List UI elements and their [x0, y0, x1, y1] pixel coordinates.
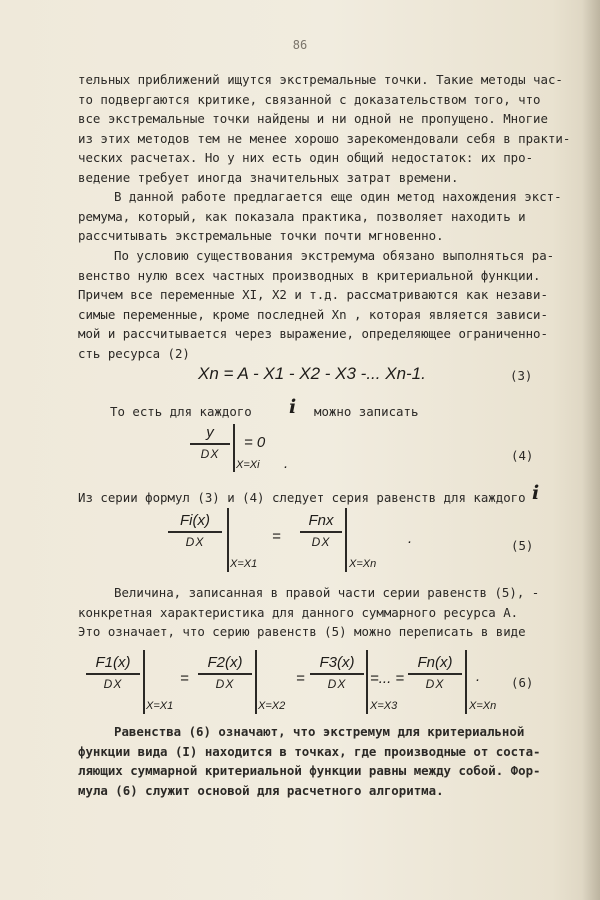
equation-number-4: (4)	[511, 448, 534, 463]
text-line: рассчитывать экстремальные точки почти мгновенно.	[78, 228, 444, 244]
eq6-subscript: X=X3	[370, 700, 398, 712]
eq6-subscript: X=X1	[146, 700, 174, 712]
eq6-denominator: DX	[103, 676, 123, 691]
paragraph-4-tail	[314, 402, 514, 422]
eq5-right-evaluation-bar	[345, 508, 347, 572]
text-line: из этих методов тем не менее хорошо зарекомендовали себя в практи-	[78, 130, 571, 146]
text-line: сть ресурса (2)	[78, 345, 190, 361]
fraction-bar	[198, 673, 252, 675]
eq5-period: .	[408, 530, 413, 547]
eq5-right-fraction	[300, 512, 342, 550]
text-line: функции вида (I) находится в точках, где производные от соста-	[78, 743, 541, 759]
eq5-right-subscript: X=Xn	[349, 558, 377, 570]
fraction-bar	[310, 673, 364, 675]
text-line: ремума, который, как показала практика, позволяет находить и	[78, 208, 526, 224]
eq6-numerator: F3(x)	[319, 654, 355, 671]
eq6-subscript: X=X2	[258, 700, 286, 712]
text-line: В данной работе предлагается еще один метод нахождения экст-	[114, 189, 562, 204]
text-line: венство нулю всех частных производных в критериальной функции.	[78, 267, 541, 283]
eq6-operator: =	[296, 670, 305, 687]
eq4-subscript: X=Xi	[236, 459, 260, 471]
text-line: симые переменные, кроме последней Xn , которая является зависи-	[78, 306, 548, 322]
text-line: мой и рассчитывается через выражение, определяющее ограниченно-	[78, 326, 548, 342]
text-line: Равенства (6) означают, что экстремум для критериальной	[114, 724, 525, 739]
fraction-bar	[300, 531, 342, 533]
paragraph-6	[78, 583, 558, 642]
eq5-left-denominator: DX	[185, 534, 205, 549]
eq6-numerator: F2(x)	[207, 654, 243, 671]
text-run: То есть для каждого	[110, 404, 252, 419]
eq4-numerator: y	[206, 424, 214, 441]
eq6-fraction-1	[86, 654, 140, 692]
text-line: ляющих суммарной критериальной функции равны между собой. Фор-	[78, 763, 541, 779]
eq6-denominator: DX	[425, 676, 445, 691]
fraction-bar	[408, 673, 462, 675]
text-line: Причем все переменные XI, X2 и т.д. рассматриваются как незави-	[78, 287, 548, 303]
eq5-right-denominator: DX	[311, 534, 331, 549]
eq5-right-numerator: Fnx	[308, 512, 334, 529]
equation-number-3: (3)	[510, 368, 533, 383]
eq4-fraction	[190, 424, 230, 462]
text-line: тельных приближений ищутся экстремальные точки. Такие методы час-	[78, 72, 563, 87]
eq5-equals: =	[272, 528, 281, 545]
text-line: Это означает, что серию равенств (5) можно переписать в виде	[78, 624, 526, 640]
eq4-evaluation-bar	[233, 424, 235, 472]
text-line: конкретная характеристика для данного суммарного ресурса А.	[78, 604, 519, 620]
page-edge-shadow	[582, 0, 600, 900]
equation-number-5: (5)	[511, 538, 534, 553]
eq6-evaluation-bar	[366, 650, 368, 714]
fraction-bar	[168, 531, 222, 533]
text-run: Из серии формул (3) и (4) следует серия равенств для каждого	[78, 490, 526, 505]
eq6-evaluation-bar	[465, 650, 467, 714]
text-run: можно записать	[314, 404, 419, 419]
eq4-period: .	[284, 455, 289, 472]
equation-number-6: (6)	[511, 675, 534, 690]
eq6-operator: =... =	[370, 670, 405, 687]
eq6-denominator: DX	[215, 676, 235, 691]
fraction-bar	[190, 443, 230, 445]
text-line: Величина, записанная в правой части серии равенств (5), -	[114, 585, 540, 600]
eq6-numerator: F1(x)	[95, 654, 131, 671]
text-line: ведение требует иногда значительных затрат времени.	[78, 169, 459, 185]
paragraph-5	[78, 488, 558, 508]
text-line: По условию существования экстремума обязано выполняться ра-	[114, 248, 555, 263]
fraction-bar	[86, 673, 140, 675]
eq6-subscript: X=Xn	[469, 700, 497, 712]
eq4-denominator: DX	[200, 446, 220, 461]
page-number: 86	[292, 38, 308, 52]
paragraph-2	[78, 187, 562, 246]
paragraph-1	[78, 70, 571, 188]
equation-3: Xn = A - X1 - X2 - X3 -... Xn-1.	[198, 364, 426, 383]
eq5-left-subscript: X=X1	[230, 558, 258, 570]
eq6-fraction-4	[408, 654, 462, 692]
paragraph-7	[78, 722, 558, 800]
eq6-numerator: Fn(x)	[417, 654, 453, 671]
eq6-operator: .	[476, 668, 481, 685]
text-line: мула (6) служит основой для расчетного алгоритма.	[78, 782, 444, 798]
eq6-evaluation-bar	[143, 650, 145, 714]
eq4-rhs: = 0	[244, 434, 266, 451]
eq6-fraction-2	[198, 654, 252, 692]
eq6-denominator: DX	[327, 676, 347, 691]
variable-i: i	[532, 482, 540, 504]
eq6-evaluation-bar	[255, 650, 257, 714]
eq6-operator: =	[180, 670, 189, 687]
paragraph-3	[78, 246, 558, 364]
eq5-left-fraction	[168, 512, 222, 550]
eq5-left-numerator: Fi(x)	[180, 512, 210, 529]
eq5-left-evaluation-bar	[227, 508, 229, 572]
variable-i: i	[289, 396, 297, 418]
text-line: ческих расчетах. Но у них есть один общий недостаток: их про-	[78, 150, 534, 166]
eq6-fraction-3	[310, 654, 364, 692]
text-line: то подвергаются критике, связанной с доказательством того, что	[78, 91, 541, 107]
text-line: все экстремальные точки найдены и ни одной не пропущено. Многие	[78, 111, 548, 127]
